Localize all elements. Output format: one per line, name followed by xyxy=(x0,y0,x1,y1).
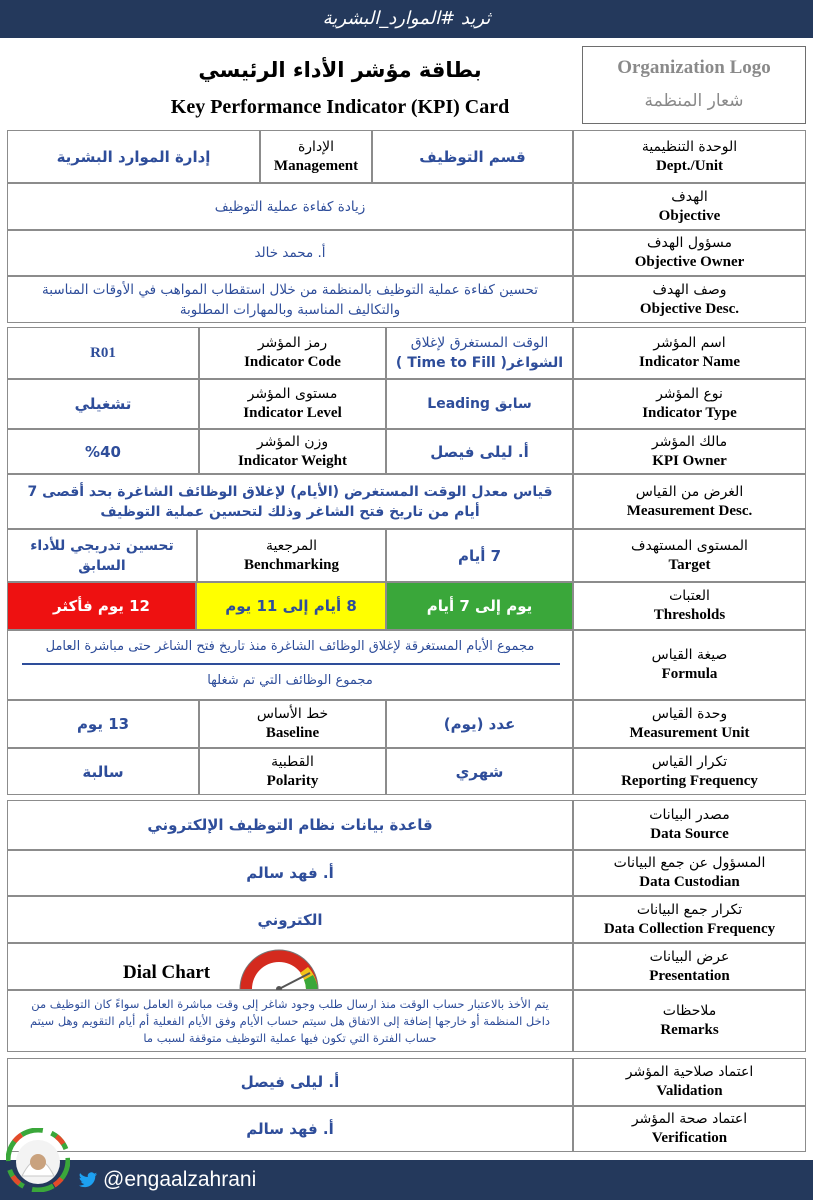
data-collection-label xyxy=(573,896,806,943)
data-custodian-value: أ. فهد سالم xyxy=(7,850,573,896)
data-custodian-label-en: Data Custodian xyxy=(639,874,740,890)
indicator-name-label-ar: اسم المؤشر xyxy=(653,335,726,351)
data-custodian-label xyxy=(573,850,806,896)
measurement-unit-label xyxy=(573,700,806,748)
indicator-weight-label-ar: وزن المؤشر xyxy=(256,433,329,450)
logo-text-arabic: شعار المنظمة xyxy=(644,91,744,111)
dial-gauge-icon xyxy=(234,943,324,993)
avatar-face xyxy=(30,1154,46,1170)
reporting-frequency-label xyxy=(573,748,806,795)
benchmark-label-en: Benchmarking xyxy=(243,556,339,573)
target-label xyxy=(573,529,806,582)
indicator-type-label-ar: نوع المؤشر xyxy=(656,386,723,402)
target-label-en: Target xyxy=(668,556,711,573)
objective-desc-label-ar: وصف الهدف xyxy=(652,281,727,298)
dial-chart-label: Dial Chart xyxy=(123,962,211,983)
objective-desc-label-en: Objective Desc. xyxy=(639,300,740,317)
objective-label-ar: الهدف xyxy=(671,188,708,205)
reporting-frequency-label-en: Reporting Frequency xyxy=(621,772,758,789)
data-source-label-ar: مصدر البيانات xyxy=(649,807,730,823)
author-avatar xyxy=(6,1128,70,1192)
indicator-name-label-en: Indicator Name xyxy=(639,354,740,370)
indicator-code-value: R01 xyxy=(7,327,199,379)
dept-label-ar: الوحدة التنظيمية xyxy=(641,138,738,155)
target-label-ar: المستوى المستهدف xyxy=(631,537,748,554)
objective-owner-label-en: Objective Owner xyxy=(634,254,745,270)
measurement-unit-value: عدد (يوم) xyxy=(386,700,573,748)
presentation-label-ar: عرض البيانات xyxy=(649,948,730,965)
thresholds-label-ar: العتبات xyxy=(669,588,710,604)
validation-label xyxy=(573,1058,806,1106)
remarks-label-en: Remarks xyxy=(660,1022,719,1038)
indicator-level-label-en: Indicator Level xyxy=(243,405,342,421)
kpi-owner-value: أ. ليلى فيصل xyxy=(386,429,573,474)
dept-value: قسم التوظيف xyxy=(372,130,573,183)
threshold-yellow: 8 أيام إلى 11 يوم xyxy=(196,582,386,630)
formula-label-ar: صيغة القياس xyxy=(651,647,728,663)
threshold-green: يوم إلى 7 أيام xyxy=(386,582,573,630)
indicator-type-label xyxy=(573,379,806,429)
measurement-desc-label xyxy=(573,474,806,529)
header-bar xyxy=(0,0,813,38)
benchmark-value: تحسين تدريجي للأداء السابق xyxy=(7,529,197,582)
data-source-label-en: Data Source xyxy=(650,826,729,842)
verification-label-ar: اعتماد صحة المؤشر xyxy=(631,1111,748,1127)
polarity-value: سالبة xyxy=(7,748,199,795)
twitter-bird-icon[interactable] xyxy=(78,1170,98,1190)
measurement-unit-label-en: Measurement Unit xyxy=(629,725,750,741)
formula-label-en: Formula xyxy=(661,666,718,682)
objective-label-en: Objective xyxy=(658,207,721,224)
remarks-label-ar: ملاحظات xyxy=(662,1003,717,1019)
card-title-english: Key Performance Indicator (KPI) Card xyxy=(170,96,510,118)
measurement-unit-label-ar: وحدة القياس xyxy=(651,706,728,722)
kpi-owner-label xyxy=(573,429,806,474)
baseline-label-ar: خط الأساس xyxy=(256,706,329,722)
thresholds-label xyxy=(573,582,806,630)
objective-owner-label-ar: مسؤول الهدف xyxy=(646,235,733,251)
validation-value: أ. ليلى فيصل xyxy=(7,1058,573,1106)
formula-denominator: مجموع الوظائف التي تم شغلها xyxy=(207,673,373,688)
management-label-ar: الإدارة xyxy=(297,138,335,155)
indicator-code-label-en: Indicator Code xyxy=(244,354,341,370)
reporting-frequency-label-ar: تكرار القياس xyxy=(651,753,728,770)
indicator-level-value: تشغيلي xyxy=(7,379,199,429)
validation-label-en: Validation xyxy=(656,1083,723,1099)
formula-fraction-line xyxy=(22,663,560,665)
baseline-label xyxy=(199,700,386,748)
twitter-handle[interactable]: @engaalzahrani xyxy=(103,1168,257,1191)
data-source-value: قاعدة بيانات نظام التوظيف الإلكتروني xyxy=(7,800,573,850)
benchmark-label xyxy=(197,529,386,582)
baseline-label-en: Baseline xyxy=(265,725,320,741)
polarity-label-en: Polarity xyxy=(266,772,319,789)
indicator-level-label-ar: مستوى المؤشر xyxy=(247,386,338,402)
measurement-desc-label-en: Measurement Desc. xyxy=(626,502,753,519)
indicator-code-label xyxy=(199,327,386,379)
presentation-label xyxy=(573,943,806,990)
remarks-value: يتم الأخذ بالاعتبار حساب الوقت منذ ارسال طلب وجود شاغر إلى وقت مباشرة العامل سواءً كان التوظيف من داخل المنظمة أو خارجها إضافة إلى الاتفاق هل سيتم حساب الأيام وفق الأيام الفعلية أم أيام التقويم وهل سيتم حساب الفترة التي تكون فيها عملية التوظيف متوقفة لسبب ما xyxy=(7,990,573,1052)
data-collection-label-ar: تكرار جمع البيانات xyxy=(636,901,743,918)
target-value: 7 أيام xyxy=(386,529,573,582)
indicator-name-value xyxy=(386,327,573,379)
organization-logo-placeholder xyxy=(582,46,806,124)
indicator-weight-label-en: Indicator Weight xyxy=(237,452,348,469)
measurement-desc-value: قياس معدل الوقت المستغرض (الأيام) لإغلاق الوظائف الشاغرة بحد أقصى 7 أيام من تاريخ فتح الشاغر وذلك لتحسين عملية التوظيف xyxy=(7,474,573,529)
objective-desc-value: تحسين كفاءة عملية التوظيف بالمنظمة من خلال استقطاب المواهب في الأوقات المناسبة والتكاليف المناسبة وبالمهارات المطلوبة xyxy=(7,276,573,323)
header-hashtag[interactable]: ثريد #الموارد_البشرية xyxy=(322,8,491,29)
kpi-owner-label-en: KPI Owner xyxy=(652,452,727,469)
management-label-en: Management xyxy=(273,157,359,174)
presentation-label-en: Presentation xyxy=(649,967,730,984)
polarity-label xyxy=(199,748,386,795)
formula-value xyxy=(7,630,573,700)
dept-label-en: Dept./Unit xyxy=(655,157,724,174)
validation-label-ar: اعتماد صلاحية المؤشر xyxy=(625,1064,754,1080)
objective-owner-value: أ. محمد خالد xyxy=(7,230,573,276)
thresholds-label-en: Thresholds xyxy=(653,607,726,623)
verification-value: أ. فهد سالم xyxy=(7,1106,573,1152)
threshold-red: 12 يوم فأكثر xyxy=(7,582,196,630)
indicator-code-label-ar: رمز المؤشر xyxy=(257,335,328,351)
formula-numerator: مجموع الأيام المستغرقة لإغلاق الوظائف الشاغرة منذ تاريخ فتح الشاغر حتى مباشرة العامل xyxy=(45,639,535,654)
indicator-level-label xyxy=(199,379,386,429)
verification-label-en: Verification xyxy=(651,1130,728,1146)
objective-value: زيادة كفاءة عملية التوظيف xyxy=(7,183,573,230)
objective-owner-label xyxy=(573,230,806,276)
verification-label xyxy=(573,1106,806,1152)
management-value: إدارة الموارد البشرية xyxy=(7,130,260,183)
polarity-label-ar: القطبية xyxy=(271,753,314,770)
indicator-weight-label xyxy=(199,429,386,474)
card-title-arabic: بطاقة مؤشر الأداء الرئيسي xyxy=(198,58,482,82)
objective-desc-label xyxy=(573,276,806,323)
data-source-label xyxy=(573,800,806,850)
remarks-label xyxy=(573,990,806,1052)
indicator-weight-value: %40 xyxy=(7,429,199,474)
data-collection-label-en: Data Collection Frequency xyxy=(603,920,776,937)
benchmark-label-ar: المرجعية xyxy=(265,537,318,554)
kpi-owner-label-ar: مالك المؤشر xyxy=(651,433,728,450)
formula-label xyxy=(573,630,806,700)
indicator-type-label-en: Indicator Type xyxy=(642,405,737,421)
dept-label xyxy=(573,130,806,183)
management-label xyxy=(260,130,372,183)
indicator-name-line1: الوقت المستغرق لإغلاق xyxy=(410,335,549,351)
objective-label xyxy=(573,183,806,230)
baseline-value: 13 يوم xyxy=(7,700,199,748)
logo-text-english: Organization Logo xyxy=(617,57,771,78)
data-collection-value: الكتروني xyxy=(7,896,573,943)
indicator-name-line2: الشواغر( Time to Fill ) xyxy=(395,355,564,371)
indicator-name-label xyxy=(573,327,806,379)
indicator-type-value: سابق Leading xyxy=(386,379,573,429)
measurement-desc-label-ar: الغرض من القياس xyxy=(635,483,744,500)
data-custodian-label-ar: المسؤول عن جمع البيانات xyxy=(613,855,766,871)
reporting-frequency-value: شهري xyxy=(386,748,573,795)
